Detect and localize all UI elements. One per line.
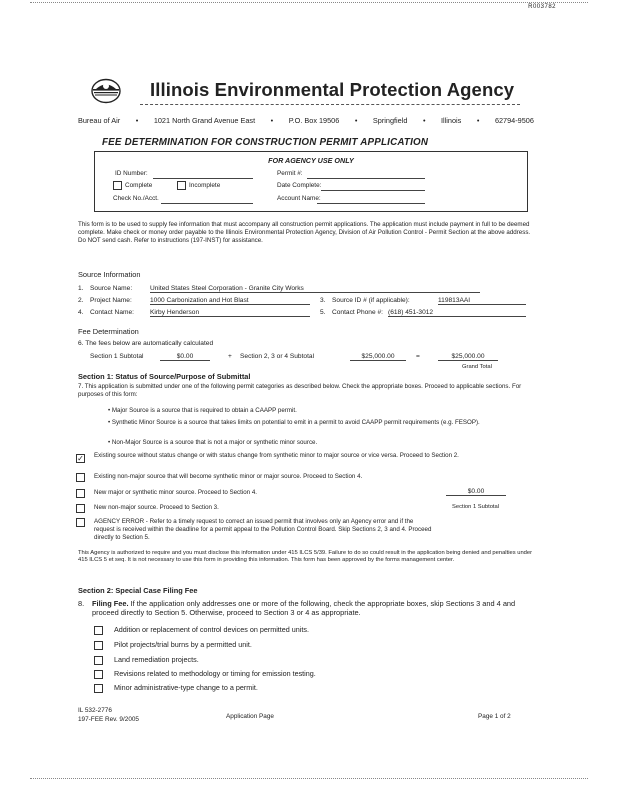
filing-fee-checkbox-4[interactable] [94,670,103,679]
check-no-field[interactable] [161,203,253,204]
agency-use-heading: FOR AGENCY USE ONLY [268,156,354,165]
address-state: Illinois [441,116,462,125]
filing-fee-item-1: Addition or replacement of control devices on permitted units. [114,625,309,634]
source-name-label: Source Name: [90,285,133,292]
row-1-num: 1. [78,285,84,292]
contact-name-label: Contact Name: [90,309,134,316]
option-existing-non-major-text: Existing non-major source that will become synthetic minor or major source. Proceed to Section 4. [94,473,363,480]
item-8-bold: Filing Fee. [92,599,129,608]
bottom-border-dots [30,778,588,779]
bullet-synthetic-text: Synthetic Minor Source is a source that takes limits on potential to emit in a permit to avoid CAAPP permit requirements (e.g. FESOP). [111,419,480,426]
top-border-dots [30,2,588,3]
row-3-num: 3. [320,297,326,304]
filing-fee-checkbox-5[interactable] [94,684,103,693]
source-id-label: Source ID # (if applicable): [332,297,410,304]
option-new-non-major-checkbox[interactable] [76,504,85,513]
section-1-subtotal-value: $0.00 [160,353,210,361]
id-number-label: ID Number: [115,170,148,177]
option-new-non-major-text: New non-major source. Proceed to Section 3. [94,504,219,511]
check-no-label: Check No./Acct. [113,195,159,202]
section-1-subtotal-caption: Section 1 Subtotal [452,504,500,510]
disclaimer-text: This Agency is authorized to require and you must disclose this information under 415 ILCS 5/39. Failure to do so could result in the application being denied and penalties under 415 ILCS 5 et seq. It is not necessary to use this form in providing this information. This form has been approved by the forms management center. [78,550,533,563]
section-1-subtotal-label: Section 1 Subtotal [90,353,144,360]
section-2-subtotal-value: $25,000.00 [350,353,406,361]
filing-fee-item-2: Pilot projects/trial burns by a permitted unit. [114,640,252,649]
intro-paragraph: This form is to be used to supply fee information that must accompany all construction permit applications. The application must include payment in full to be deemed complete. Make check or money order payable to the Illinois Environmental Protection Agency, Division of Air Pollution Control - Permit Section at the above address. Do NOT send cash. Refer to instructions (197-INST) for assistance. [78,221,531,244]
source-id-value[interactable]: 119813AAI [438,297,526,305]
footer-revision: 197-FEE Rev. 9/2005 [78,716,139,723]
row-4-num: 4. [78,309,84,316]
address-bureau: Bureau of Air [78,116,121,125]
footer-form-number: IL 532-2776 [78,707,112,714]
permit-field[interactable] [307,178,425,179]
permit-label: Permit #: [277,170,303,177]
item-7-text: 7. This application is submitted under one of the following permit categories as described below. Check the appropriate boxes. Proceed to applicable sections. For purposes of this form: [78,383,522,398]
incomplete-label: Incomplete [189,182,221,189]
account-name-label: Account Name: [277,195,321,202]
bullet-non-major-text: Non-Major Source is a source that is not a major or synthetic minor source. [111,439,318,446]
page-id: R003782 [528,4,556,10]
option-agency-error-text: AGENCY ERROR - Refer to a timely request to correct an issued permit that involves only an Agency error and if the request is received within the deadline for a permit appeal to the Pollution Control Board. Skip Sections 2, 3 and 4. Proceed directly to Section 5. [94,518,432,541]
footer-page-number: Page 1 of 2 [478,713,511,720]
filing-fee-checkbox-1[interactable] [94,626,103,635]
bullet-non-major: • Non-Major Source is a source that is not a major or synthetic minor source. [108,439,318,446]
option-existing-checkbox[interactable]: ✓ [77,454,84,463]
agency-use-box [94,151,528,212]
contact-name-value[interactable]: Kirby Henderson [150,309,310,317]
item-8-num: 8. [78,599,85,608]
section-1-fee-value: $0.00 [446,488,506,496]
agency-address: Bureau of Air • 1021 North Grand Avenue East • P.O. Box 19506 • Springfield • Illinois • 62794-9506 [78,116,534,125]
source-name-value[interactable]: United States Steel Corporation - Granite City Works [150,285,480,293]
option-new-major-checkbox[interactable] [76,489,85,498]
item-8-text: If the application only addresses one or more of the following, check the appropriate boxes, skip Sections 3 and 4 and proceed directly to Section 5. Otherwise, proceed to Section 3 or 4 as appropriate. [92,599,516,617]
address-pobox: P.O. Box 19506 [288,116,340,125]
source-info-heading: Source Information [78,270,141,279]
grand-total-label: Grand Total [462,364,492,370]
project-name-value[interactable]: 1000 Carbonization and Hot Blast [150,297,310,305]
option-agency-error-checkbox[interactable] [76,518,85,527]
item-8-paragraph [92,599,532,617]
bullet-major-source: • Major Source is a source that is required to obtain a CAAPP permit. [108,407,297,414]
option-new-major-text: New major or synthetic minor source. Proceed to Section 4. [94,489,258,496]
filing-fee-checkbox-2[interactable] [94,641,103,650]
footer-center: Application Page [226,713,274,720]
section-2-subtotal-label: Section 2, 3 or 4 Subtotal [240,353,315,360]
item-6-text: 6. The fees below are automatically calculated [78,340,214,347]
address-city: Springfield [372,116,408,125]
complete-label: Complete [125,182,153,189]
filing-fee-item-3: Land remediation projects. [114,655,199,664]
address-street: 1021 North Grand Avenue East [153,116,256,125]
address-zip: 62794-9506 [494,116,534,125]
agency-logo-icon [90,78,122,104]
filing-fee-item-5: Minor administrative-type change to a permit. [114,683,258,692]
contact-phone-label: Contact Phone #: [332,309,383,316]
complete-checkbox[interactable] [113,181,122,190]
bullet-major-text: Major Source is a source that is required to obtain a CAAPP permit. [111,407,297,414]
form-title: FEE DETERMINATION FOR CONSTRUCTION PERMIT APPLICATION [102,137,429,148]
date-complete-label: Date Complete: [277,182,322,189]
filing-fee-checkbox-3[interactable] [94,656,103,665]
contact-phone-value[interactable]: (618) 451-3012 [388,309,526,317]
filing-fee-item-4: Revisions related to methodology or timing for emission testing. [114,669,316,678]
plus-sign: + [228,353,232,360]
grand-total-value: $25,000.00 [438,353,498,361]
row-5-num: 5. [320,309,326,316]
header-rule [140,104,520,105]
account-name-field[interactable] [317,203,425,204]
section-1-heading: Section 1: Status of Source/Purpose of Submittal [78,372,251,381]
equals-sign: = [416,353,420,360]
bullet-synthetic-minor: • Synthetic Minor Source is a source that takes limits on potential to emit in a permit to avoid CAAPP permit requirements (e.g. FESOP). [108,419,480,426]
incomplete-checkbox[interactable] [177,181,186,190]
id-number-field[interactable] [153,178,253,179]
row-2-num: 2. [78,297,84,304]
agency-title: Illinois Environmental Protection Agency [150,79,515,100]
date-complete-field[interactable] [321,190,425,191]
project-name-label: Project Name: [90,297,132,304]
option-existing-non-major-checkbox[interactable] [76,473,85,482]
option-existing-text: Existing source without status change or with status change from synthetic minor to major source or vice versa. Proceed to Section 2. [94,452,459,459]
section-2-heading: Section 2: Special Case Filing Fee [78,586,198,595]
fee-determination-heading: Fee Determination [78,327,139,336]
